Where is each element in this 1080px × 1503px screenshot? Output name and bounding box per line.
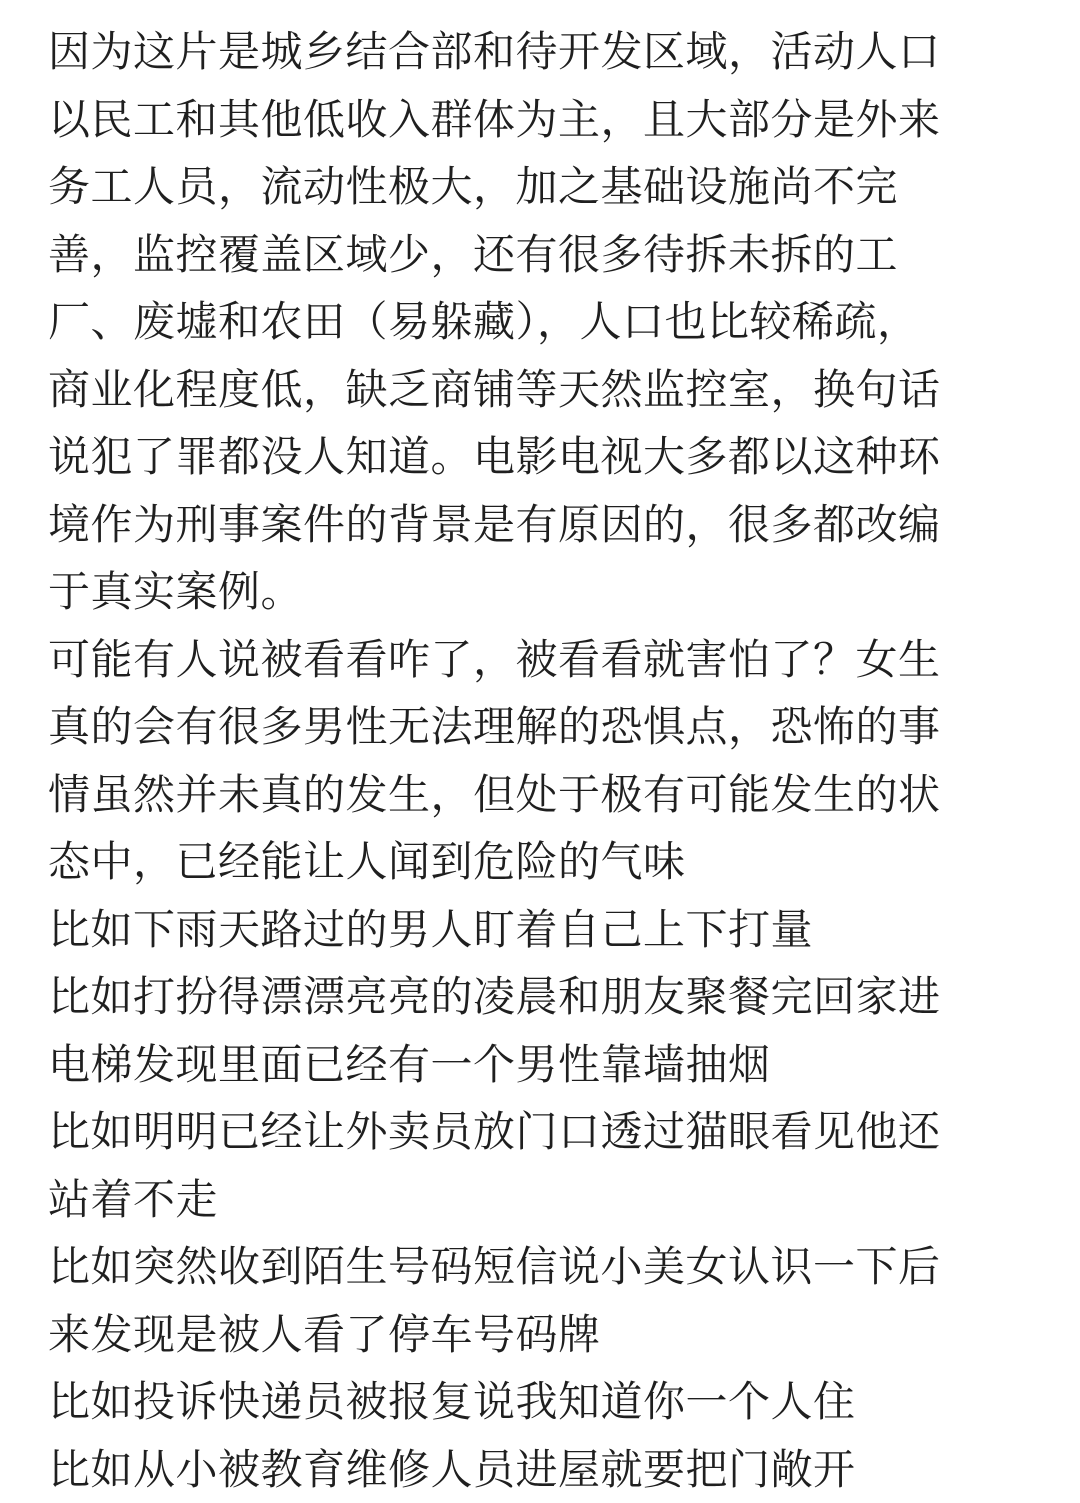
text-line: 于真实案例。 bbox=[48, 558, 1048, 626]
text-line: 比如从小被教育维修人员进屋就要把门敞开 bbox=[48, 1436, 1048, 1503]
text-line: 善，监控覆盖区域少，还有很多待拆未拆的工 bbox=[48, 221, 1048, 289]
text-line: 比如下雨天路过的男人盯着自己上下打量 bbox=[48, 896, 1048, 964]
text-line: 说犯了罪都没人知道。电影电视大多都以这种环 bbox=[48, 423, 1048, 491]
text-line: 商业化程度低，缺乏商铺等天然监控室，换句话 bbox=[48, 356, 1048, 424]
text-line: 可能有人说被看看咋了，被看看就害怕了？女生 bbox=[48, 626, 1048, 694]
text-line: 比如明明已经让外卖员放门口透过猫眼看见他还 bbox=[48, 1098, 1048, 1166]
text-line: 站着不走 bbox=[48, 1166, 1048, 1234]
text-line: 境作为刑事案件的背景是有原因的，很多都改编 bbox=[48, 491, 1048, 559]
text-line: 务工人员，流动性极大，加之基础设施尚不完 bbox=[48, 153, 1048, 221]
text-line: 以民工和其他低收入群体为主，且大部分是外来 bbox=[48, 86, 1048, 154]
text-line: 情虽然并未真的发生，但处于极有可能发生的状 bbox=[48, 761, 1048, 829]
text-line: 比如投诉快递员被报复说我知道你一个人住 bbox=[48, 1368, 1048, 1436]
text-line: 真的会有很多男性无法理解的恐惧点，恐怖的事 bbox=[48, 693, 1048, 761]
article-body bbox=[48, 18, 1048, 1503]
text-line: 厂、废墟和农田（易躲藏），人口也比较稀疏， bbox=[48, 288, 1048, 356]
text-line: 比如突然收到陌生号码短信说小美女认识一下后 bbox=[48, 1233, 1048, 1301]
text-line: 电梯发现里面已经有一个男性靠墙抽烟 bbox=[48, 1031, 1048, 1099]
text-line: 态中，已经能让人闻到危险的气味 bbox=[48, 828, 1048, 896]
text-line: 来发现是被人看了停车号码牌 bbox=[48, 1301, 1048, 1369]
text-line: 比如打扮得漂漂亮亮的凌晨和朋友聚餐完回家进 bbox=[48, 963, 1048, 1031]
text-line: 因为这片是城乡结合部和待开发区域，活动人口 bbox=[48, 18, 1048, 86]
